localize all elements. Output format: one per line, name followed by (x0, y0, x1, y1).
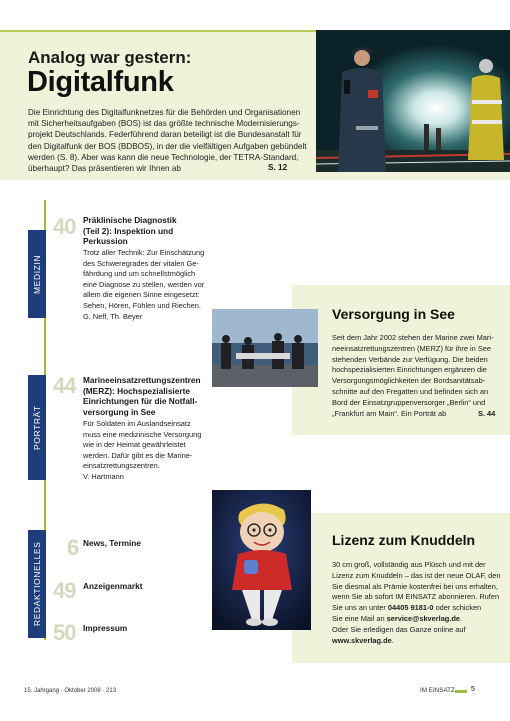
see-box-title: Versorgung in See (332, 306, 455, 322)
section-tab-portraet: PORTRÄT (28, 375, 46, 480)
section-tab-medizin: MEDIZIN (28, 230, 46, 318)
see-photo-rescue-team (212, 309, 318, 387)
footer-accent-bar (455, 690, 467, 693)
hero-text-line: Die Einrichtung des Digitalfunknetzes für die Behörden und Organisationen (28, 108, 301, 117)
hero-text-line: den Digitalfunk der BOS (BDBOS), in der die vielfältigen Aufgaben gebündelt (28, 141, 307, 151)
item-text-line: muss eine medizinische Versorgung (83, 429, 202, 439)
item-title-line: (Teil 2): Inspektion und (83, 225, 174, 236)
hero-photo-illustration (316, 30, 510, 172)
web-suffix: . (391, 635, 394, 645)
footer-magazine-name: IM EINSATZ (420, 687, 455, 694)
item-title-merz[interactable] (83, 375, 201, 417)
see-text-line: „Frankfurt am Main“. Ein Porträt ab (332, 408, 447, 418)
mail-suffix: . (460, 613, 463, 623)
see-text-line: Bord der Einsatzgruppenversorger „Berlin“ und (332, 397, 486, 407)
item-title-news[interactable]: News, Termine (83, 538, 141, 548)
item-text-line: fährdung und um schnellstmöglich (83, 269, 196, 279)
knuddel-text-line: 30 cm groß, vollständig aus Plüsch und mit der (332, 560, 486, 569)
item-title-line: versorgung in See (83, 406, 156, 417)
section-tab-redaktionelles: REDAKTIONELLES (28, 530, 46, 638)
item-text-line: Für Soldaten im Auslandseinsatz (83, 419, 191, 428)
page-number-40: 40 (53, 214, 76, 239)
hero-title: Digitalfunk (27, 66, 174, 98)
item-text-line: werden. Dafür gibt es die Marine- (83, 450, 193, 460)
item-text-line: wie in der Heimat gewährleistet (83, 440, 186, 450)
hero-text-line: mit Sicherheitsaufgaben (BOS) ist das größte technische Modernisierungs- (28, 119, 300, 129)
see-text-line: hochspezialisierten Einrichtungen ergänzen die (332, 365, 487, 375)
knuddel-text-line: wenn Sie ab sofort IM EINSATZ abonnieren. Rufen (332, 592, 500, 602)
item-title-anzeigenmarkt[interactable]: Anzeigenmarkt (83, 581, 143, 591)
footer-issue-info: 15. Jahrgang · Oktober 2008 · 213 (24, 688, 117, 694)
page-number-49: 49 (53, 578, 76, 603)
page-number-6: 6 (67, 535, 79, 560)
hero-text-line: werden (S. 8). Aber was kann die neue Technologie, der TETRA-Standard, (28, 152, 299, 162)
see-page-ref[interactable]: S. 44 (478, 409, 496, 418)
see-text-line: stehenden Verbände zur Verfügung. Die beiden (332, 354, 488, 364)
item-title-line: Präklinische Diagnostik (83, 215, 177, 225)
phone-prefix: Sie uns an unter (332, 603, 388, 613)
item-title-line: Einrichtungen für die Notfall- (83, 396, 198, 406)
hero-top-rule (0, 30, 316, 32)
knuddel-box-title: Lizenz zum Knuddeln (332, 532, 476, 548)
item-title-line: Perkussion (83, 236, 128, 246)
item-text-line: V. Hartmann (83, 471, 124, 481)
see-box-text (332, 333, 504, 419)
see-text-line: schnitte auf den Fregatten und befinden sich an (332, 386, 489, 396)
see-text-line: Versorgungsmöglichkeiten der Bordsanitätsab- (332, 376, 486, 386)
item-text-line: eine Diagnose zu stellen, werden vor (83, 279, 205, 289)
hero-text-line: projekt Deutschlands. Federführend daran beteiligt ist die Bundesanstalt für (28, 130, 302, 140)
item-text-line: Trotz aller Technik: Zur Einschätzung (83, 248, 205, 257)
hero-text-line: überhaupt? Das präsentieren wir Ihnen ab (28, 164, 181, 174)
olaf-plush-photo (212, 490, 311, 630)
knuddel-online-line: Oder Sie erledigen das Ganze online auf (332, 624, 466, 634)
knuddel-box-text (332, 560, 506, 646)
mail-link[interactable]: service@skverlag.de (386, 613, 461, 623)
see-text-line: neeinsatzrettungszentren (MERZ) für ihre in See (332, 343, 491, 353)
item-title-line: Marineeinsatzrettungszentren (83, 375, 201, 385)
hero-page-ref[interactable]: S. 12 (268, 163, 288, 172)
knuddel-text-line: Lizenz zum Knuddeln – das ist der neue OLAF, den (332, 570, 501, 580)
see-photo-illustration (212, 309, 318, 387)
item-text-diagnostik (83, 248, 213, 322)
item-text-line: Sehen, Hören, Fühlen und Riechen. (83, 300, 201, 310)
item-text-line: einsatzrettungszentren. (83, 461, 160, 471)
phone-number[interactable]: 04405 9181-0 (387, 603, 434, 613)
knuddel-web-line (332, 636, 506, 647)
mail-prefix: Sie eine Mail an (332, 613, 387, 623)
item-title-line: (MERZ): Hochspezialisierte (83, 385, 190, 396)
knuddel-phone-line (332, 603, 506, 614)
page-number-44: 44 (53, 373, 76, 398)
item-title-diagnostik[interactable] (83, 215, 177, 247)
item-text-line: des Schweregrades der vitalen Ge- (83, 258, 199, 268)
olaf-plush-illustration (212, 490, 311, 630)
item-text-line: G. Neff, Th. Beyer (83, 311, 143, 321)
hero-kicker: Analog war gestern: (28, 48, 192, 67)
item-text-merz (83, 419, 213, 483)
item-text-line: allem die eigenen Sinne eingesetzt: (83, 290, 200, 300)
item-title-impressum[interactable]: Impressum (83, 623, 128, 633)
footer-page-number: 5 (471, 686, 475, 693)
knuddel-text-line: Sie diesmal als Prämie kostenfrei bei uns erhalten, (332, 581, 498, 591)
hero-photo-firefighters (316, 30, 510, 172)
page-number-50: 50 (53, 620, 76, 645)
web-link[interactable]: www.skverlag.de (332, 635, 392, 645)
see-text-line: Seit dem Jahr 2002 stehen der Marine zwei Mari- (332, 333, 494, 342)
phone-suffix: oder schicken (433, 603, 482, 613)
knuddel-mail-line (332, 614, 506, 625)
